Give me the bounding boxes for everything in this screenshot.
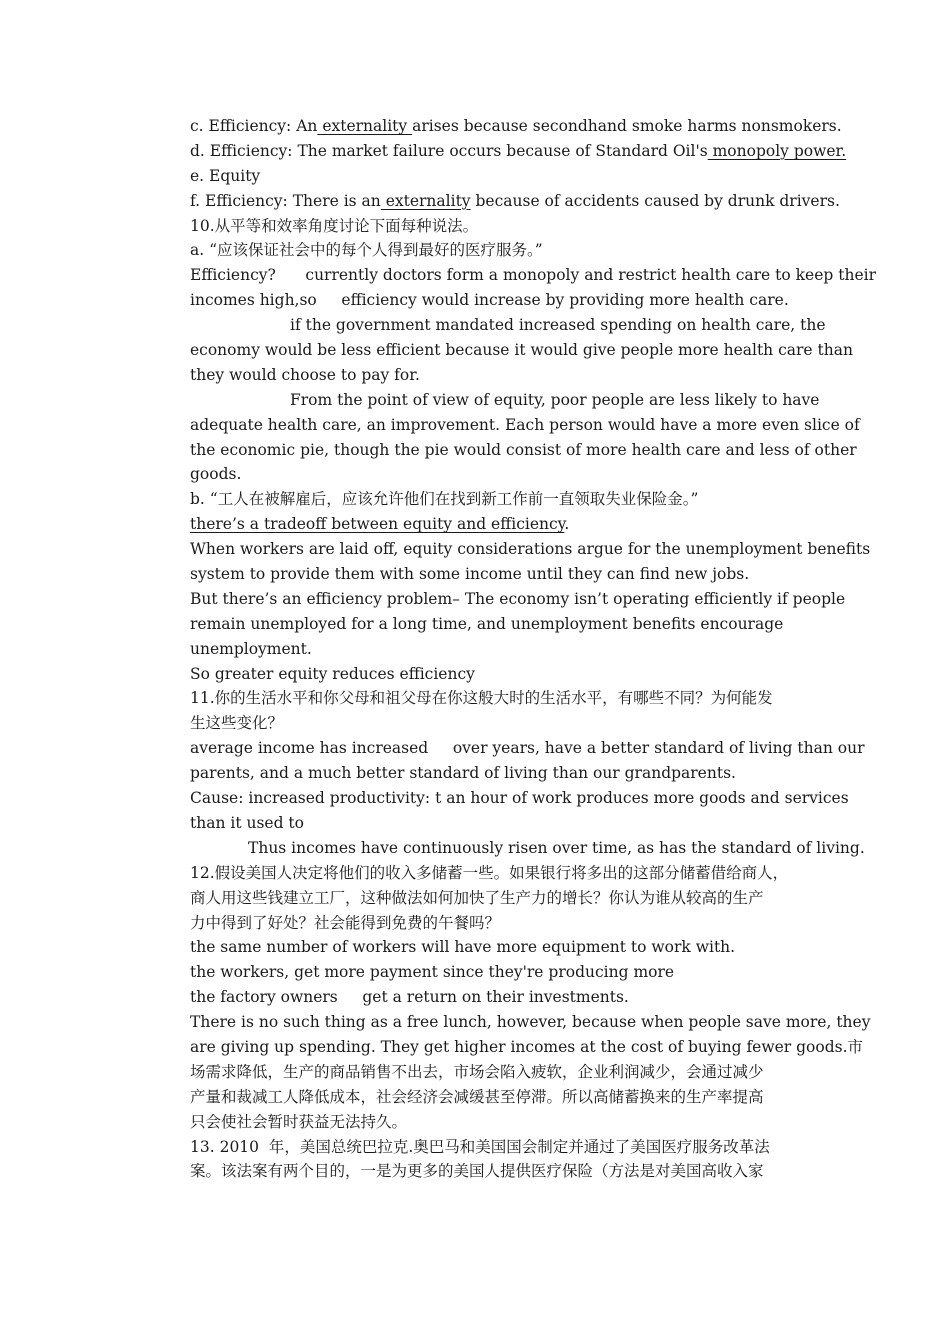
underlined-statement: there’s a tradeoff between equity and efficiency (190, 515, 565, 534)
paragraph-line: From the point of view of equity, poor people are less likely to have (290, 390, 820, 409)
text: arises because secondhand smoke harms nonsmokers. (412, 117, 842, 135)
paragraph-line: There is no such thing as a free lunch, however, because when people save more, they (190, 1013, 871, 1032)
paragraph-line: unemployment. (190, 639, 312, 658)
document-page (190, 114, 876, 1184)
paragraph-line: system to provide them with some income until they can find new jobs. (190, 565, 750, 584)
paragraph-line: goods. (190, 465, 242, 484)
paragraph-line: than it used to (190, 813, 304, 832)
paragraph-line: the economic pie, though the pie would consist of more health care and less of other (190, 440, 857, 459)
text: because of accidents caused by drunk drivers. (470, 191, 840, 210)
underlined-term: monopoly power. (707, 141, 847, 160)
paragraph-line: they would choose to pay for. (190, 365, 420, 384)
question-11: 11.你的生活水平和你父母和祖父母在你这般大时的生活水平，有哪些不同？为何能发 (190, 689, 773, 708)
question-10: 10.从平等和效率角度讨论下面每种说法。 (190, 216, 479, 235)
paragraph-line: economy would be less efficient because it would give people more health care than (190, 341, 853, 360)
question-11: 生这些变化？ (190, 714, 284, 733)
question-13: 案。该法案有两个目的，一是为更多的美国人提供医疗保险（方法是对美国高收入家 (190, 1162, 764, 1181)
answer-e: e. Equity (190, 166, 261, 185)
paragraph-line: if the government mandated increased spending on health care, the (290, 316, 826, 335)
question-10a: a. “应该保证社会中的每个人得到最好的医疗服务。” (190, 241, 543, 260)
paragraph-line: 场需求降低，生产的商品销售不出去，市场会陷入疲软，企业利润减少，会通过减少 (190, 1062, 764, 1081)
paragraph-line: parents, and a much better standard of living than our grandparents. (190, 764, 736, 783)
answer-c (190, 114, 842, 139)
text: c. Efficiency: An (190, 117, 318, 135)
paragraph-line (190, 512, 810, 537)
paragraph-line: remain unemployed for a long time, and unemployment benefits encourage (190, 614, 784, 633)
paragraph-line: So greater equity reduces efficiency (190, 664, 475, 683)
paragraph-line: incomes high,so efficiency would increase by providing more health care. (190, 291, 789, 310)
text: . (564, 515, 570, 534)
text: d. Efficiency: The market failure occurs because of Standard Oil's (190, 141, 708, 160)
question-13: 13. 2010 年，美国总统巴拉克.奥巴马和美国国会制定并通过了美国医疗服务改革法 (190, 1137, 770, 1156)
text: f. Efficiency: There is an (190, 191, 381, 210)
answer-f (190, 189, 840, 214)
paragraph-line: adequate health care, an improvement. Each person would have a more even slice of (190, 415, 860, 434)
paragraph-line: average income has increased over years, have a better standard of living than our (190, 739, 865, 758)
paragraph-line: Efficiency? currently doctors form a monopoly and restrict health care to keep their (190, 266, 876, 285)
paragraph-line: 只会使社会暂时获益无法持久。 (190, 1112, 408, 1131)
question-12: 商人用这些钱建立工厂，这种做法如何加快了生产力的增长？你认为谁从较高的生产 (190, 888, 764, 907)
question-12: 12.假设美国人决定将他们的收入多储蓄一些。如果银行将多出的这部分储蓄借给商人， (190, 863, 789, 882)
question-12: 力中得到了好处？社会能得到免费的午餐吗？ (190, 913, 501, 932)
question-10b: b. “工人在被解雇后，应该允许他们在找到新工作前一直领取失业保险金。” (190, 490, 699, 509)
answer-d (190, 139, 847, 164)
paragraph-line: But there’s an efficiency problem– The economy isn’t operating efficiently if people (190, 589, 846, 608)
paragraph-line: Cause: increased productivity: t an hour of work produces more goods and services (190, 789, 849, 808)
paragraph-line: are giving up spending. They get higher incomes at the cost of buying fewer goods.市 (190, 1037, 864, 1056)
paragraph-line: Thus incomes have continuously risen over time, as has the standard of living. (248, 838, 865, 857)
paragraph-line: the factory owners get a return on their investments. (190, 988, 629, 1007)
paragraph-line: the workers, get more payment since they're producing more (190, 963, 675, 982)
underlined-term: externality (380, 191, 471, 210)
underlined-term: externality (317, 117, 413, 135)
paragraph-line: 产量和裁减工人降低成本，社会经济会减缓甚至停滞。所以高储蓄换来的生产率提高 (190, 1087, 764, 1106)
paragraph-line: the same number of workers will have more equipment to work with. (190, 938, 736, 957)
paragraph-line: When workers are laid off, equity considerations argue for the unemployment benefits (190, 540, 871, 559)
